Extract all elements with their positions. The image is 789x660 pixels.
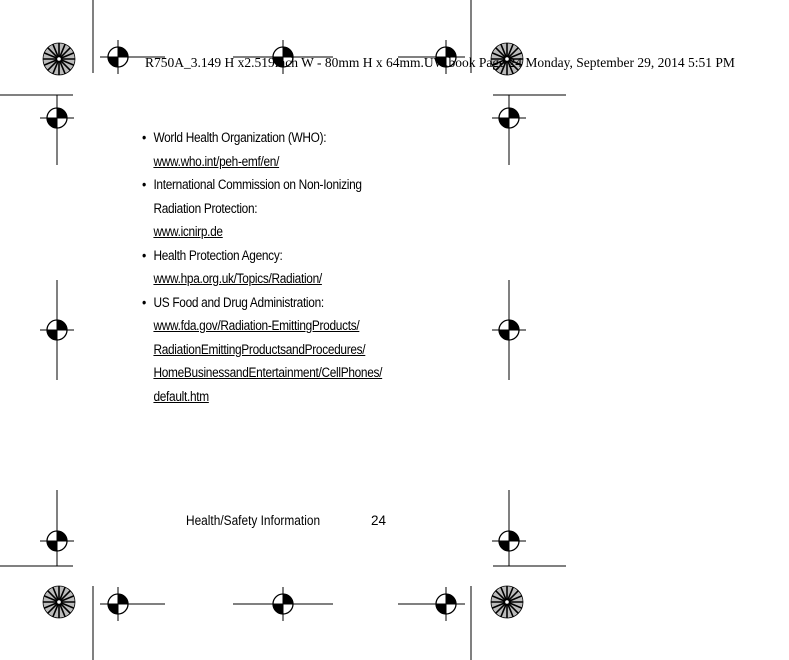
print-slug-header: R750A_3.149 H x2.519inch W - 80mm H x 64mm.UW.book Page 24 Monday, September 29, 2014 5:51 PM bbox=[145, 55, 735, 70]
footer-section-title: Health/Safety Information bbox=[186, 513, 321, 528]
org-name-line-2: Radiation Protection: bbox=[153, 200, 258, 216]
org-name-line-1: • International Commission on Non-Ionizing bbox=[153, 177, 362, 192]
list-item-hpa bbox=[142, 244, 444, 291]
fda-link-line-2[interactable]: RadiationEmittingProductsandProcedures/ bbox=[153, 341, 366, 357]
org-name: • World Health Organization (WHO): bbox=[153, 130, 327, 145]
fda-link-line-3[interactable]: HomeBusinessandEntertainment/CellPhones/ bbox=[153, 365, 383, 380]
list-item-who bbox=[142, 126, 444, 173]
hpa-link[interactable]: www.hpa.org.uk/Topics/Radiation/ bbox=[153, 271, 322, 286]
fda-link-line-4[interactable]: default.htm bbox=[153, 388, 209, 404]
fda-link-line-1[interactable]: www.fda.gov/Radiation-EmittingProducts/ bbox=[153, 318, 360, 333]
who-link[interactable]: www.who.int/peh-emf/en/ bbox=[153, 153, 280, 169]
list-item-fda bbox=[142, 291, 444, 409]
icnirp-link[interactable]: www.icnirp.de bbox=[153, 224, 223, 239]
page-number: 24 bbox=[371, 513, 387, 528]
org-name: • US Food and Drug Administration: bbox=[153, 294, 324, 310]
list-item-icnirp bbox=[142, 173, 444, 244]
org-name: • Health Protection Agency: bbox=[153, 247, 283, 263]
resource-list bbox=[142, 126, 442, 408]
